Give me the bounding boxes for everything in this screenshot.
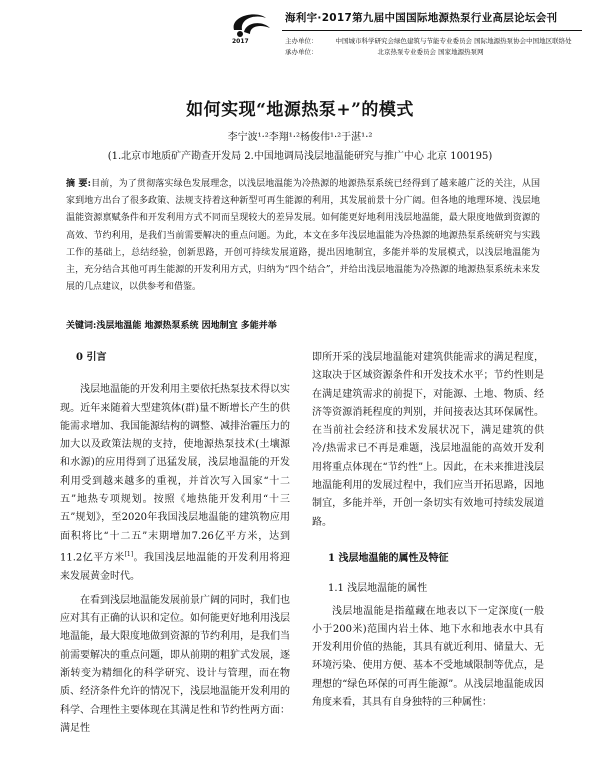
- intro-p1-text: 浅层地温能的开发利用主要依托热泵技术得以实现。近年来随着大型建筑体(群)量不断增长产生的供能需求增加、我国能源结构的调整、减排治霾压力的加大以及政策法规的支持，使地源热泵技术(土壤源和水源)的应用得到了迅猛发展，浅层地温能的开发利用受到越来越多的重视，并首次写入国家“十二五”地热专项规划。按照《地热能开发利用“十三五”规划》，至2020年我国浅层地温能的建筑物应用面积将比“十二五”末期增加7.26亿平方米，达到11.2亿平方米: [60, 384, 290, 564]
- header-host-row: [285, 47, 484, 56]
- header-divider: [282, 30, 582, 31]
- keywords-text: 浅层地温能 地源热泵系统 因地制宜 多能并举: [96, 321, 277, 331]
- section-1-1-heading: 1.1 浅层地温能的属性: [328, 583, 428, 595]
- paper-authors: 李宁波¹·²李翔¹·²杨俊伟¹·²于湛¹·²: [227, 132, 373, 143]
- right-paragraph-1: 即所开采的浅层地温能对建筑供能需求的满足程度，这取决于区域资源条件和开发技术水平；节约性则是在满足建筑需求的前提下，对能源、土地、物质、经济等资源消耗程度的判别，并间接表达其环保属性。在当前社会经济和技术发展状况下，满足建筑的供冷/热需求已不再是难题，浅层地温能的高效开发利用将重点体现在“节约性”上。因此，在未来推进浅层地温能利用的发展过程中，我们应当开拓思路，因地制宜，多能并举，开创一条切实有效地可持续发展道路。: [312, 352, 544, 528]
- intro-paragraph-2: 在看到浅层地温能发展前景广阔的同时，我们也应对其有正确的认识和定位。如何能更好地利用浅层地温能，最大限度地做到资源的节约利用，是我们当前需要解决的重点问题，即从前期的粗犷式发展，逐渐转变为精细化的科学研究、设计与管理，而在物质、经济条件允许的情况下，浅层地温能开发利用的科学、合理性主要体现在其满足性和节约性两方面：满足性: [60, 594, 290, 734]
- citation-1: [1]: [124, 550, 134, 558]
- keywords: [66, 318, 540, 331]
- organizer-label: 主办单位：: [285, 37, 318, 45]
- conference-logo: [226, 8, 276, 48]
- left-column: [60, 349, 290, 738]
- abstract-label: 摘 要:: [66, 179, 91, 189]
- right-column: [312, 349, 544, 712]
- paper-title: 如何实现“地源热泵+”的模式: [186, 100, 414, 120]
- host-label: 承办单位：: [285, 48, 318, 56]
- logo-year: 2017: [232, 38, 249, 45]
- header-organizer-row: [285, 36, 572, 45]
- paper-affiliation: (1.北京市地质矿产勘查开发局 2.中国地调局浅层地温能研究与推广中心 北京 100195): [107, 151, 493, 162]
- abstract: [66, 176, 540, 296]
- organizer-value: 中国城市科学研究会绿色建筑与节能专业委员会 国际地源热泵协会中国地区联络处: [335, 37, 572, 45]
- conference-header-title: 海利宇·2017第九届中国国际地源热泵行业高层论坛会刊: [285, 12, 558, 24]
- abstract-text: 目前，为了贯彻落实绿色发展理念，以浅层地温能为冷热源的地源热泵系统已经得到了越来越广泛的关注，从国家到地方出台了很多政策、法规支持着这种新型可再生能源的利用，其发展前景十分广阔。但各地的地理环境、浅层地温能资源禀赋条件和开发利用方式不同而呈现较大的差异发展。如何能更好地利用浅层地温能，最大限度地做到资源的高效、节约利用，是我们当前需要解决的重点问题。为此，本文在多年浅层地温能为冷热源的地源热泵系统研究与实践工作的基础上，总结经验，创新思路，开创可持续发展道路，提出因地制宜，多能并举的发展模式，以浅层地温能为主，充分结合其他可再生能源的开发利用方式，归纳为“四个结合”，并给出浅层地温能为冷热源的地源热泵系统未来发展的几点建议，以供参考和借鉴。: [66, 179, 540, 293]
- keywords-label: 关键词:: [66, 321, 97, 331]
- right-paragraph-2: 浅层地温能是指蕴藏在地表以下一定深度(一般小于200米)范围内岩土体、地下水和地表水中具有开发利用价值的热能，其具有就近利用、储量大、无环境污染、使用方便、基本不受地域限制等优点，是理想的“绿色环保的可再生能源”。从浅层地温能成因角度来看，其具有自身独特的三种属性：: [312, 605, 544, 709]
- intro-p1-end: 。我国浅层地温能的开发利用将迎来发展黄金时代。: [60, 552, 291, 582]
- section-1-heading: 1 浅层地温能的属性及特征: [328, 552, 449, 564]
- intro-heading: 0 引言: [76, 352, 107, 363]
- intro-paragraph-1: [60, 381, 290, 586]
- host-value: 北京热泵专业委员会 国家地源热泵网: [377, 48, 484, 56]
